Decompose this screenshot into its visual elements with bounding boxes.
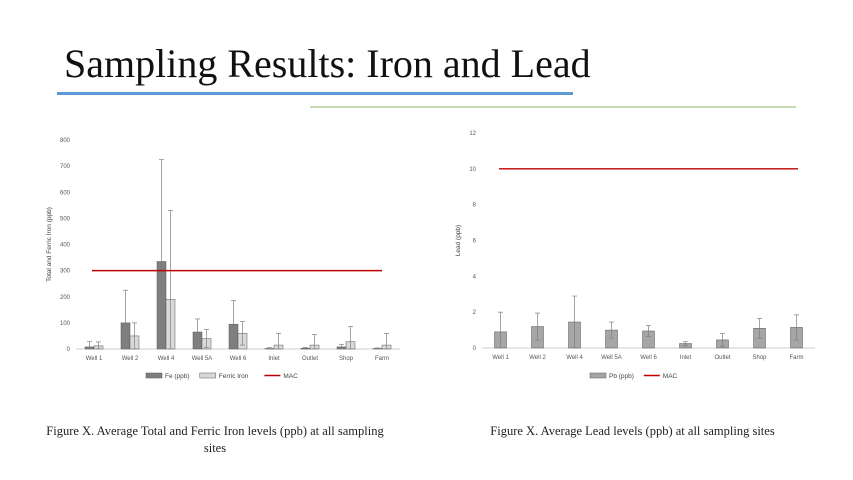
chart-1-y-tick-label: 12 <box>469 131 476 137</box>
chart-0-y-tick-label: 800 <box>59 138 70 144</box>
chart-0-x-tick-label: Well 1 <box>85 356 103 362</box>
chart-0-y-tick-label: 0 <box>66 347 70 353</box>
chart-0-y-tick-label: 500 <box>59 216 70 223</box>
chart-1-x-tick-label: Well 6 <box>640 355 657 361</box>
slide-title: Sampling Results: Iron and Lead <box>64 41 591 86</box>
chart-1-legend-label: Pb (ppb) <box>609 373 634 380</box>
chart-0-legend-label: MAC <box>283 373 298 380</box>
chart-1-x-tick-label: Well 1 <box>492 355 509 361</box>
chart-0-x-tick-label: Well 5A <box>191 356 213 362</box>
chart-0-y-tick-label: 100 <box>59 320 70 327</box>
chart-0-x-tick-label: Well 2 <box>121 356 139 362</box>
chart-1-x-tick-label: Outlet <box>714 355 731 361</box>
chart-0-y-tick-label: 400 <box>59 242 70 249</box>
chart-1-y-tick-label: 4 <box>472 274 476 281</box>
chart-0-x-tick-label: Shop <box>338 356 354 362</box>
chart-1-x-tick-label: Shop <box>752 355 767 361</box>
chart-0-y-tick-label: 600 <box>59 190 70 197</box>
chart-1-x-tick-label: Inlet <box>679 355 692 361</box>
chart-1-x-tick-label: Farm <box>789 355 804 361</box>
chart-1-x-tick-label: Well 5A <box>601 355 622 361</box>
chart-1-y-tick-label: 2 <box>472 310 476 317</box>
chart-0-y-axis-title: Total and Ferric Iron (ppb) <box>46 207 53 282</box>
chart-1-y-tick-label: 6 <box>472 238 476 245</box>
chart-0-y-tick-label: 300 <box>59 268 70 275</box>
chart-0-x-tick-label: Well 4 <box>157 356 175 362</box>
iron-chart-caption: Figure X. Average Total and Ferric Iron levels (ppb) at all sampling sites <box>46 424 384 455</box>
chart-1-y-tick-label: 10 <box>469 166 476 173</box>
chart-0-x-tick-label: Inlet <box>268 356 280 362</box>
chart-0-x-tick-label: Farm <box>375 356 389 362</box>
chart-1-y-tick-label: 8 <box>472 202 476 209</box>
chart-1-y-axis-title: Lead (ppb) <box>455 224 462 257</box>
chart-1-x-tick-label: Well 2 <box>529 355 546 361</box>
chart-0-legend-label: Fe (ppb) <box>165 373 190 380</box>
chart-0-y-tick-label: 200 <box>59 294 70 301</box>
chart-0-x-tick-label: Outlet <box>301 356 319 362</box>
lead-chart-caption: Figure X. Average Lead levels (ppb) at all sampling sites <box>490 424 775 438</box>
chart-1-legend-label: MAC <box>662 373 678 380</box>
chart-1-y-tick-label: 0 <box>472 346 476 352</box>
chart-0-x-tick-label: Well 6 <box>229 356 247 362</box>
chart-1-legend-swatch <box>590 373 606 378</box>
chart-1-x-tick-label: Well 4 <box>566 355 583 361</box>
chart-0-y-tick-label: 700 <box>59 164 70 171</box>
chart-0-legend-label: Ferric Iron <box>218 373 249 380</box>
